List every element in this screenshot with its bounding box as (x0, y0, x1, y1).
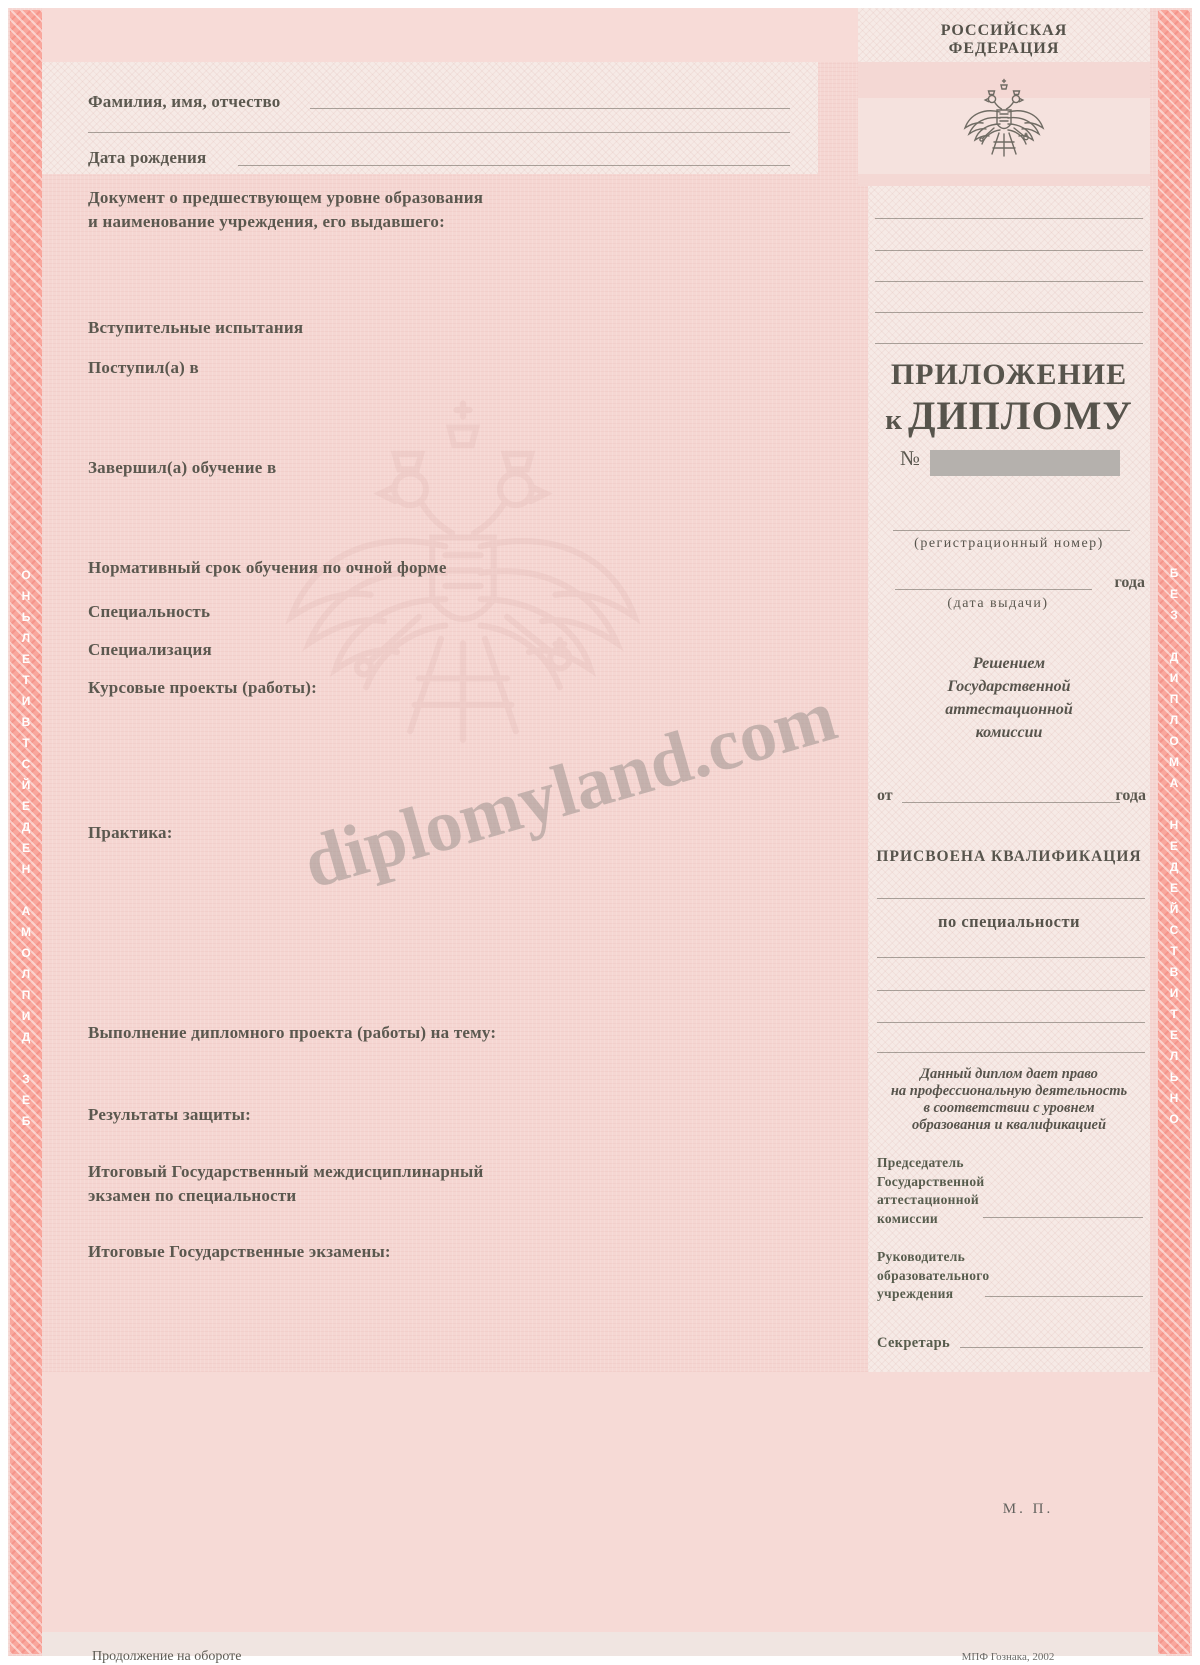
blank-line (877, 990, 1145, 991)
seal-place-label: М. П. (1002, 1501, 1054, 1517)
blank-line (875, 281, 1143, 282)
title-prefix: к (885, 404, 903, 436)
reg-number-caption: (регистрационный номер) (914, 536, 1104, 551)
diploma-project-label: Выполнение дипломного проекта (работы) на тему: (88, 1023, 497, 1042)
from-year-word: года (1115, 787, 1146, 804)
rights-line4: образования и квалификацией (911, 1117, 1107, 1133)
qualification-line (877, 898, 1145, 899)
issue-year-word: года (1114, 574, 1145, 591)
reg-number-line (893, 530, 1130, 531)
previous-education-label-line1: Документ о предшествующем уровне образования (88, 188, 484, 207)
chairman-line3: аттестационной (877, 1192, 979, 1207)
secretary-signature-line (960, 1347, 1143, 1348)
site-watermark: diplomyland.com (294, 674, 845, 905)
security-edge-text-right: БЕЗ ДИПЛОМА НЕДЕЙСТВИТЕЛЬНО (1167, 566, 1181, 1133)
commission-decision-block (868, 652, 1150, 744)
head-line2: образовательного (877, 1267, 990, 1283)
from-date-line (902, 802, 1120, 803)
commission-line4: комиссии (975, 724, 1043, 741)
chairman-line1: Председатель (877, 1155, 964, 1170)
issue-date-caption: (дата выдачи) (947, 596, 1049, 611)
defense-results-label: Результаты защиты: (88, 1105, 251, 1124)
qualification-title: ПРИСВОЕНА КВАЛИФИКАЦИЯ (876, 848, 1142, 865)
course-projects-label: Курсовые проекты (работы): (88, 678, 318, 697)
name-line (310, 108, 790, 109)
supplement-title-line2 (868, 392, 1150, 439)
blank-line (875, 218, 1143, 219)
right-column (868, 186, 1150, 1372)
rights-line3: в соответствии с уровнем (923, 1100, 1095, 1116)
by-specialty-label: по специальности (937, 912, 1081, 931)
blank-line (875, 250, 1143, 251)
practice-label: Практика: (88, 823, 173, 842)
blank-line (875, 312, 1143, 313)
blank-line (875, 343, 1143, 344)
title-main: ДИПЛОМУ (907, 393, 1133, 438)
from-label: от (877, 787, 893, 804)
birthdate-label: Дата рождения (88, 148, 207, 167)
chairman-signature-line (983, 1217, 1143, 1218)
head-line1: Руководитель (877, 1249, 966, 1264)
secretary-label: Секретарь (877, 1335, 950, 1351)
top-band (42, 8, 858, 62)
coat-of-arms-block (858, 62, 1150, 186)
specialty-label: Специальность (88, 602, 211, 621)
commission-line1: Решением (972, 655, 1046, 672)
continuation-note: Продолжение на обороте (92, 1649, 242, 1664)
name-label: Фамилия, имя, отчество (88, 92, 281, 111)
blank-line (877, 1022, 1145, 1023)
birthdate-line (238, 165, 790, 166)
rights-statement-block (868, 1066, 1150, 1134)
country-name (858, 22, 1150, 58)
previous-education-label-line2: и наименование учреждения, его выдавшего: (88, 212, 445, 231)
printer-mark: МПФ Гознака, 2002 (961, 1651, 1055, 1663)
rights-line2: на профессиональную деятельность (890, 1083, 1128, 1099)
security-edge-text-left: ОНЬЛЕТИВТСЙЕДЕН АМОЛПИД ЗЕБ (19, 568, 33, 1135)
final-exam-label-line1: Итоговый Государственный междисциплинарный (88, 1162, 484, 1181)
country-name-line2: ФЕДЕРАЦИЯ (948, 40, 1060, 57)
specialization-label: Специализация (88, 640, 212, 659)
document-sheet (8, 8, 1192, 1664)
final-exams-label: Итоговые Государственные экзамены: (88, 1242, 391, 1261)
rights-line1: Данный диплом дает право (920, 1066, 1098, 1082)
coat-of-arms-eagle-icon (954, 66, 1054, 180)
blank-line (877, 1052, 1145, 1053)
study-period-label: Нормативный срок обучения по очной форме (88, 558, 447, 577)
head-block (877, 1248, 989, 1304)
blank-line (877, 957, 1145, 958)
chairman-line2: Государственной (877, 1173, 985, 1189)
number-redaction-box (930, 450, 1120, 476)
head-signature-line (985, 1296, 1143, 1297)
enrolled-label: Поступил(а) в (88, 358, 199, 377)
issue-date-line (895, 589, 1092, 590)
commission-line3: аттестационной (945, 701, 1073, 718)
head-line3: учреждения (877, 1286, 954, 1301)
supplement-title-line1: ПРИЛОЖЕНИЕ (890, 358, 1128, 391)
entrance-exams-label: Вступительные испытания (88, 318, 304, 337)
chairman-line4: комиссии (877, 1210, 939, 1226)
chairman-block (877, 1154, 984, 1228)
number-sign: № (900, 446, 921, 470)
commission-line2: Государственной (947, 678, 1071, 695)
name-line-2 (88, 132, 790, 133)
country-name-line1: РОССИЙСКАЯ (940, 22, 1068, 39)
completed-label: Завершил(а) обучение в (88, 458, 277, 477)
final-exam-label-line2: экзамен по специальности (88, 1186, 297, 1205)
